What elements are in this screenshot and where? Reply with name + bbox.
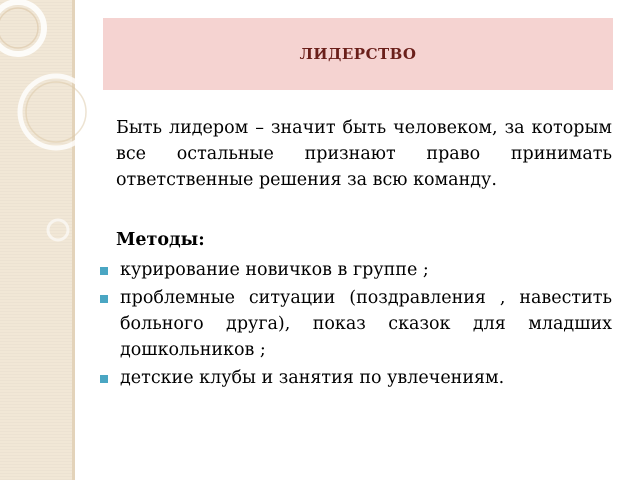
list-item: [100, 365, 612, 391]
methods-heading: Методы:: [116, 230, 205, 250]
list-item-text: курирование новичков в группе ;: [120, 260, 429, 280]
decorative-circles-icon: [0, 0, 90, 480]
title-band: [103, 18, 613, 90]
list-item-text: детские клубы и занятия по увлечениям.: [120, 368, 505, 388]
slide-content: [116, 115, 612, 393]
list-item: [100, 257, 612, 283]
slide-title: ЛИДЕРСТВО: [299, 45, 417, 63]
bullet-square-icon: [100, 267, 108, 275]
list-item-text: проблемные ситуации (поздравления , навестить больного друга), показ сказок для младших дошкольников ;: [120, 288, 612, 360]
list-item: [100, 285, 612, 363]
bullet-square-icon: [100, 295, 108, 303]
definition-paragraph: Быть лидером – значит быть человеком, за которым все остальные признают право принимать ответственные решения за всю команду.: [116, 118, 612, 190]
bullet-square-icon: [100, 375, 108, 383]
methods-list: [100, 257, 612, 391]
